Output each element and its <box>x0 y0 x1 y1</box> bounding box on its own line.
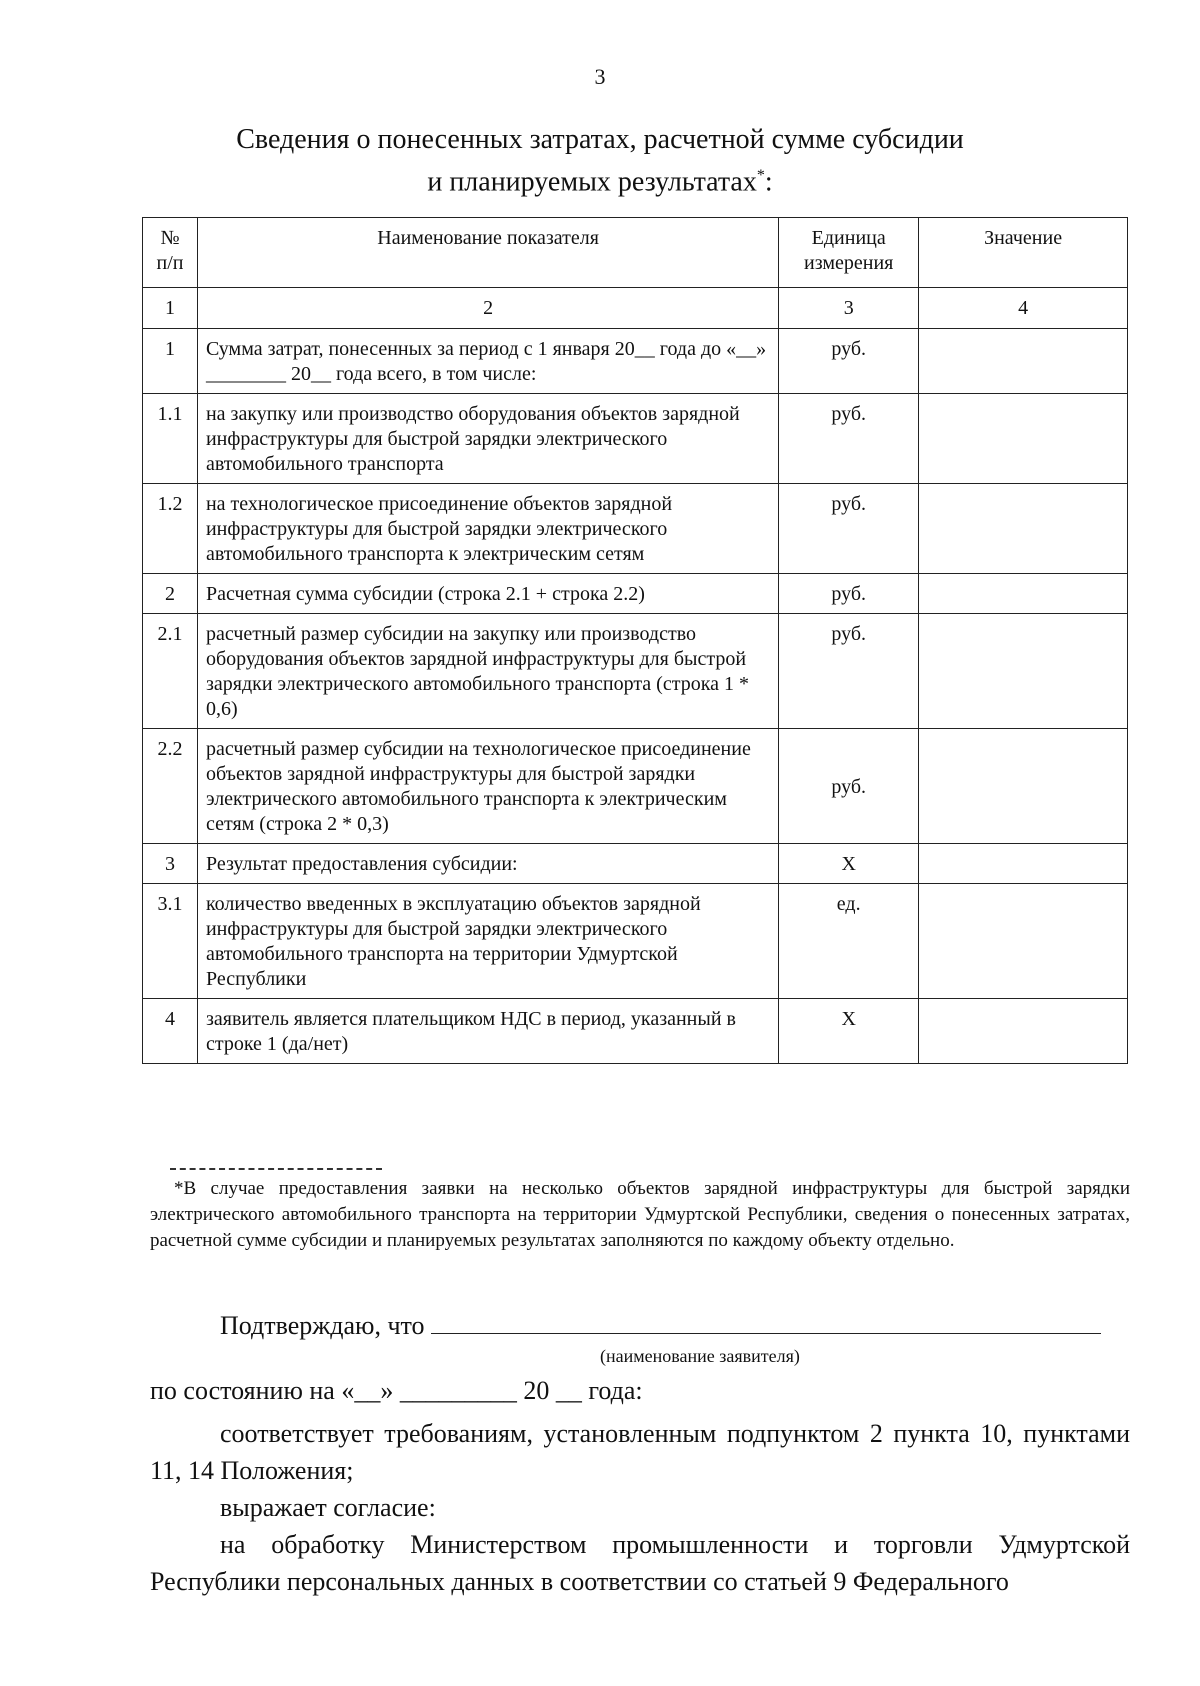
row-unit: руб. <box>779 574 919 614</box>
page-number: 3 <box>594 64 606 89</box>
table-header-row <box>143 218 1128 288</box>
row-unit: руб. <box>779 329 919 394</box>
row-name: Результат предоставления субсидии: <box>197 844 778 884</box>
row-name: Расчетная сумма субсидии (строка 2.1 + строка 2.2) <box>197 574 778 614</box>
row-unit: Х <box>779 844 919 884</box>
compliance-paragraph: соответствует требованиям, установленным подпунктом 2 пункта 10, пунктами 11, 14 Положения; <box>150 1419 1130 1485</box>
consent-paragraph: на обработку Министерством промышленности и торговли Удмуртской Республики персональных данных в соответствии со статьей 9 Федерального <box>150 1530 1130 1596</box>
row-number: 2.1 <box>143 614 198 729</box>
title-line-1: Сведения о понесенных затратах, расчетной сумме субсидии <box>236 124 964 155</box>
row-name: заявитель является плательщиком НДС в период, указанный в строке 1 (да/нет) <box>197 999 778 1064</box>
table-row <box>143 484 1128 574</box>
title-line-2: и планируемых результатах*: <box>427 166 773 198</box>
row-value[interactable] <box>919 729 1128 844</box>
table-row <box>143 884 1128 999</box>
row-number: 1 <box>143 329 198 394</box>
confirm-lead: Подтверждаю, что <box>220 1311 425 1340</box>
table-row <box>143 999 1128 1064</box>
row-value[interactable] <box>919 574 1128 614</box>
row-unit: Х <box>779 999 919 1064</box>
row-unit: руб. <box>779 729 919 844</box>
index-cell: 3 <box>779 288 919 329</box>
row-value[interactable] <box>919 614 1128 729</box>
row-name: количество введенных в эксплуатацию объектов зарядной инфраструктуры для быстрой зарядки электрического автомобильного транспорта на территории Удмуртской Республики <box>197 884 778 999</box>
header-cell: Наименование показателя <box>197 218 778 288</box>
date-line: по состоянию на «__» _________ 20 __ года: <box>150 1376 643 1405</box>
confirm-line <box>150 1309 1130 1343</box>
header-cell: Значение <box>919 218 1128 288</box>
row-value[interactable] <box>919 484 1128 574</box>
table-row <box>143 329 1128 394</box>
row-name: на технологическое присоединение объектов зарядной инфраструктуры для быстрой зарядки электрического автомобильного транспорта к электрическим сетям <box>197 484 778 574</box>
row-value[interactable] <box>919 394 1128 484</box>
applicant-name-blank[interactable] <box>431 1309 1101 1334</box>
row-unit: руб. <box>779 484 919 574</box>
footnote-divider <box>170 1168 382 1170</box>
table-row <box>143 574 1128 614</box>
row-value[interactable] <box>919 999 1128 1064</box>
index-cell: 2 <box>197 288 778 329</box>
table-row <box>143 394 1128 484</box>
row-value[interactable] <box>919 844 1128 884</box>
costs-table <box>142 217 1128 1064</box>
applicant-caption: (наименование заявителя) <box>600 1346 800 1366</box>
row-name: Сумма затрат, понесенных за период с 1 января 20__ года до «__» ________ 20__ года всего, в том числе: <box>197 329 778 394</box>
row-value[interactable] <box>919 329 1128 394</box>
consent-heading: выражает согласие: <box>220 1493 436 1522</box>
row-number: 2.2 <box>143 729 198 844</box>
row-unit: ед. <box>779 884 919 999</box>
row-value[interactable] <box>919 884 1128 999</box>
table-row <box>143 844 1128 884</box>
row-name: расчетный размер субсидии на закупку или производство оборудования объектов зарядной инфраструктуры для быстрой зарядки электрического автомобильного транспорта (строка 1 * 0,6) <box>197 614 778 729</box>
table-row <box>143 729 1128 844</box>
header-cell: № п/п <box>143 218 198 288</box>
row-number: 4 <box>143 999 198 1064</box>
footnote-text: *В случае предоставления заявки на несколько объектов зарядной инфраструктуры для быстрой зарядки электрического автомобильного транспорта на территории Удмуртской Республики, сведения о понесенных затратах, расчетной сумме субсидии и планируемых результатах заполняются по каждому объекту отдельно. <box>150 1178 1130 1251</box>
row-number: 2 <box>143 574 198 614</box>
row-unit: руб. <box>779 394 919 484</box>
footnote-mark: * <box>756 167 765 184</box>
row-name: на закупку или производство оборудования объектов зарядной инфраструктуры для быстрой зарядки электрического автомобильного транспорта <box>197 394 778 484</box>
row-number: 1.2 <box>143 484 198 574</box>
column-index-row <box>143 288 1128 329</box>
row-number: 3 <box>143 844 198 884</box>
row-unit: руб. <box>779 614 919 729</box>
index-cell: 4 <box>919 288 1128 329</box>
table-row <box>143 614 1128 729</box>
row-number: 1.1 <box>143 394 198 484</box>
index-cell: 1 <box>143 288 198 329</box>
header-cell: Единица измерения <box>779 218 919 288</box>
row-name: расчетный размер субсидии на технологическое присоединение объектов зарядной инфраструктуры для быстрой зарядки электрического автомобильного транспорта к электрическим сетям (строка 2 * 0,3) <box>197 729 778 844</box>
document-title <box>0 122 1200 200</box>
row-number: 3.1 <box>143 884 198 999</box>
